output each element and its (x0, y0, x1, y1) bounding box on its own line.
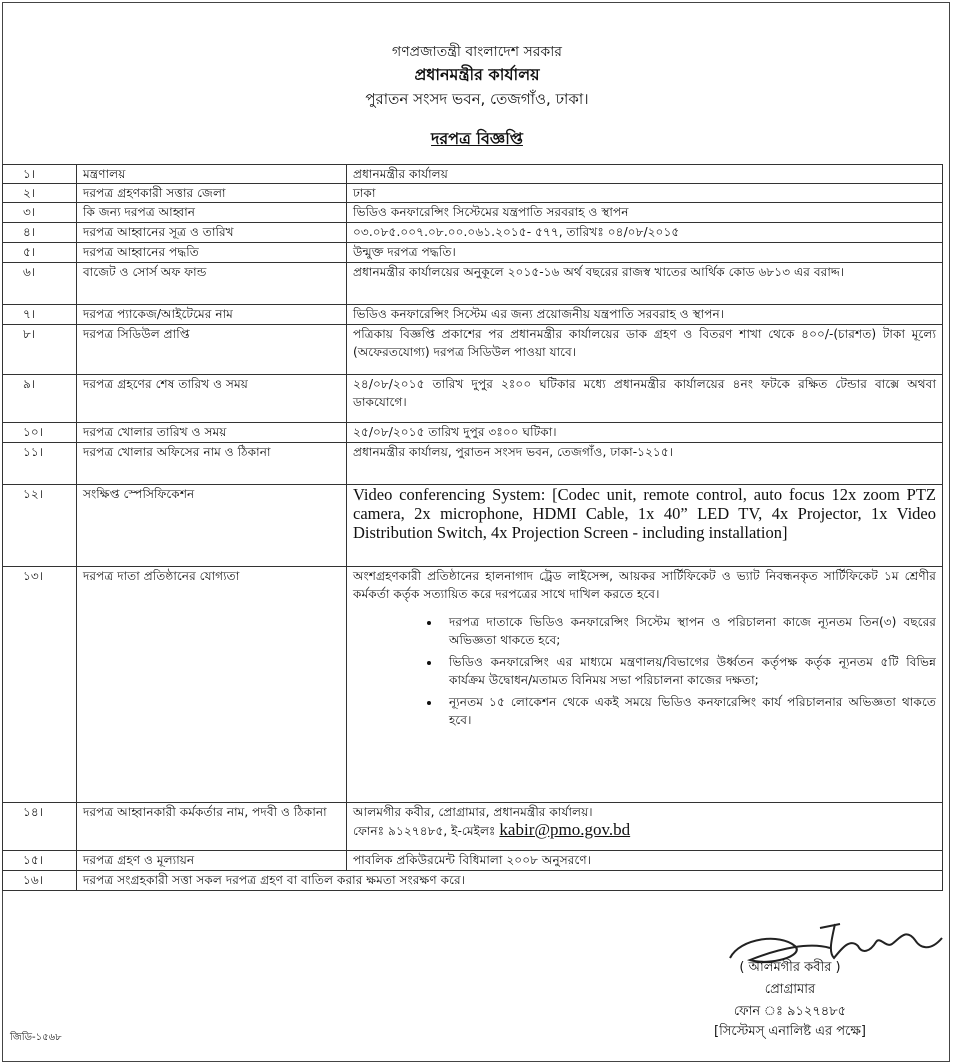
list-item: • দরপত্র দাতাকে ভিডিও কনফারেন্সিং সিস্টেম স্থাপন ও পরিচালনা কাজে ন্যূনতম তিন(৩) বছরের অভিজ্ঞতা থাকতে হবে; (441, 613, 936, 649)
list-item: • ন্যূনতম ১৫ লোকেশন থেকে একই সময়ে ভিডিও কনফারেন্সিং কার্য পরিচালনার অভিজ্ঞতা থাকতে হবে। (441, 693, 936, 729)
row-number: ২। (3, 184, 77, 203)
row-value: উন্মুক্ত দরপত্র পদ্ধতি। (347, 243, 943, 263)
signatory-phone: ফোন ঃ ৯১২৭৪৮৫ (733, 1004, 847, 1019)
row-number: ৬। (3, 263, 77, 305)
row-label: দরপত্র প্যাকেজ/আইটেমের নাম (77, 305, 347, 325)
row-label: মন্ত্রণালয় (77, 165, 347, 184)
row-number: ১৬। (3, 871, 77, 891)
row-number: ১১। (3, 443, 77, 485)
row-label: দরপত্র গ্রহণ ও মূল্যায়ন (77, 851, 347, 871)
row-value (347, 567, 943, 803)
table-row (3, 184, 943, 203)
row-label: দরপত্র খোলার তারিখ ও সময় (77, 423, 347, 443)
eligibility-text: অংশগ্রহণকারী প্রতিষ্ঠানের হালনাগাদ ট্রেড লাইসেন্স, আয়কর সার্টিফিকেট ও ভ্যাট নিবন্ধনকৃত সার্টিফিকেট ১ম শ্রেণীর কর্মকর্তা কর্তৃক সত্যায়িত করে দরপত্রের সাথে দাখিল করতে হবে। (353, 569, 936, 601)
table-row (3, 243, 943, 263)
table-row (3, 443, 943, 485)
list-item: • ভিডিও কনফারেন্সিং এর মাধ্যমে মন্ত্রণালয়/বিভাগের উর্ধ্বতন কর্তৃপক্ষ কর্তৃক ন্যূনতম ৫টি বিভিন্ন কার্যক্রম উদ্বোধন/মতামত বিনিময় সভা পরিচালনা কাজের দক্ষতা; (441, 653, 936, 689)
table-row (3, 263, 943, 305)
row-value: প্রধানমন্ত্রীর কার্যালয়ের অনুকূলে ২০১৫-১৬ অর্থ বছরের রাজস্ব খাতের আর্থিক কোড ৬৮১৩ এর বরাদ্দ। (347, 263, 943, 305)
row-value: দরপত্র সংগ্রহকারী সত্তা সকল দরপত্র গ্রহণ বা বাতিল করার ক্ষমতা সংরক্ষণ করে। (77, 871, 943, 891)
table-row (3, 567, 943, 803)
row-label: সংক্ষিপ্ত স্পেসিফিকেশন (77, 485, 347, 567)
eligibility-bullets (353, 613, 936, 729)
row-value: প্রধানমন্ত্রীর কার্যালয় (347, 165, 943, 184)
row-label: দরপত্র গ্রহণের শেষ তারিখ ও সময় (77, 375, 347, 423)
row-value: ভিডিও কনফারেন্সিং সিস্টেমের যন্ত্রপাতি সরবরাহ ও স্থাপন (347, 203, 943, 223)
row-label: দরপত্র আহ্বানকারী কর্মকর্তার নাম, পদবী ও ঠিকানা (77, 803, 347, 851)
row-label: দরপত্র গ্রহণকারী সত্তার জেলা (77, 184, 347, 203)
signatory-designation: প্রোগ্রামার (764, 982, 816, 997)
row-label: বাজেট ও সোর্স অফ ফান্ড (77, 263, 347, 305)
contact-line (353, 821, 936, 840)
tender-details-table (2, 164, 943, 891)
row-label: দরপত্র আহ্বানের সূত্র ও তারিখ (77, 223, 347, 243)
table-row (3, 305, 943, 325)
signatory-behalf: [সিস্টেমস্ এনালিষ্ট এর পক্ষে] (714, 1024, 866, 1039)
table-row (3, 165, 943, 184)
row-number: ১০। (3, 423, 77, 443)
row-value: প্রধানমন্ত্রীর কার্যালয়, পুরাতন সংসদ ভবন, তেজগাঁও, ঢাকা-১২১৫। (347, 443, 943, 485)
row-label: দরপত্র আহ্বানের পদ্ধতি (77, 243, 347, 263)
row-value: ২৪/০৮/২০১৫ তারিখ দুপুর ২ঃ০০ ঘটিকার মধ্যে প্রধানমন্ত্রীর কার্যালয়ের ৪নং ফটকে রক্ষিত টেন্ডার বাক্সে অথবা ডাকযোগে। (347, 375, 943, 423)
row-label: দরপত্র দাতা প্রতিষ্ঠানের যোগ্যতা (77, 567, 347, 803)
row-label: কি জন্য দরপত্র আহ্বান (77, 203, 347, 223)
notice-title: দরপত্র বিজ্ঞপ্তি (431, 129, 523, 148)
table-row (3, 423, 943, 443)
signatory-name: ( আলমগীর কবীর ) (739, 960, 841, 975)
row-number: ১৩। (3, 567, 77, 803)
contact-prefix: ফোনঃ ৯১২৭৪৮৫, ই-মেইলঃ (353, 824, 496, 838)
table-row (3, 485, 943, 567)
row-number: ১৪। (3, 803, 77, 851)
email-link[interactable]: kabir@pmo.gov.bd (499, 820, 631, 839)
row-number: ১। (3, 165, 77, 184)
office-address: পুরাতন সংসদ ভবন, তেজগাঁও, ঢাকা। (365, 90, 589, 108)
table-row (3, 871, 943, 891)
table-row (3, 851, 943, 871)
row-value: পাবলিক প্রকিউরমেন্ট বিধিমালা ২০০৮ অনুসরণে। (347, 851, 943, 871)
row-number: ৮। (3, 325, 77, 375)
officer-info: আলমগীর কবীর, প্রোগ্রামার, প্রধানমন্ত্রীর কার্যালয়। (353, 805, 593, 819)
table-row (3, 203, 943, 223)
government-name: গণপ্রজাতন্ত্রী বাংলাদেশ সরকার (392, 44, 562, 60)
row-value: পত্রিকায় বিজ্ঞপ্তি প্রকাশের পর প্রধানমন্ত্রীর কার্যালয়ের ডাক গ্রহণ ও বিতরণ শাখা থেকে ৪০০/-(চারশত) টাকা মূল্যে (অফেরতযোগ্য) দরপত্র সিডিউল পাওয়া যাবে। (347, 325, 943, 375)
row-number: ৩। (3, 203, 77, 223)
row-number: ৪। (3, 223, 77, 243)
row-value: ০৩.০৮৫.০০৭.০৮.০০.০৬১.২০১৫- ৫৭৭, তারিখঃ ০৪/০৮/২০১৫ (347, 223, 943, 243)
row-value: ২৫/০৮/২০১৫ তারিখ দুপুর ৩ঃ০০ ঘটিকা। (347, 423, 943, 443)
row-number: ১৫। (3, 851, 77, 871)
row-number: ৭। (3, 305, 77, 325)
document-code: জিডি-১৫৬৮ (10, 1032, 62, 1043)
row-value (347, 803, 943, 851)
office-name: প্রধানমন্ত্রীর কার্যালয় (414, 65, 540, 84)
row-label: দরপত্র সিডিউল প্রাপ্তি (77, 325, 347, 375)
table-row (3, 803, 943, 851)
row-value: ঢাকা (347, 184, 943, 203)
row-number: ৫। (3, 243, 77, 263)
table-row (3, 375, 943, 423)
row-number: ১২। (3, 485, 77, 567)
row-value: ভিডিও কনফারেন্সিং সিস্টেম এর জন্য প্রয়োজনীয় যন্ত্রপাতি সরবরাহ ও স্থাপন। (347, 305, 943, 325)
specification-text: Video conferencing System: [Codec unit, remote control, auto focus 12x zoom PTZ camera, 2x microphone, HDMI Cable, 1x 40” LED TV, 4x Projector, 1x Video Distribution Switch, 4x Projection Screen - including installation] (347, 485, 943, 567)
row-number: ৯। (3, 375, 77, 423)
table-row (3, 223, 943, 243)
table-row (3, 325, 943, 375)
row-label: দরপত্র খোলার অফিসের নাম ও ঠিকানা (77, 443, 347, 485)
